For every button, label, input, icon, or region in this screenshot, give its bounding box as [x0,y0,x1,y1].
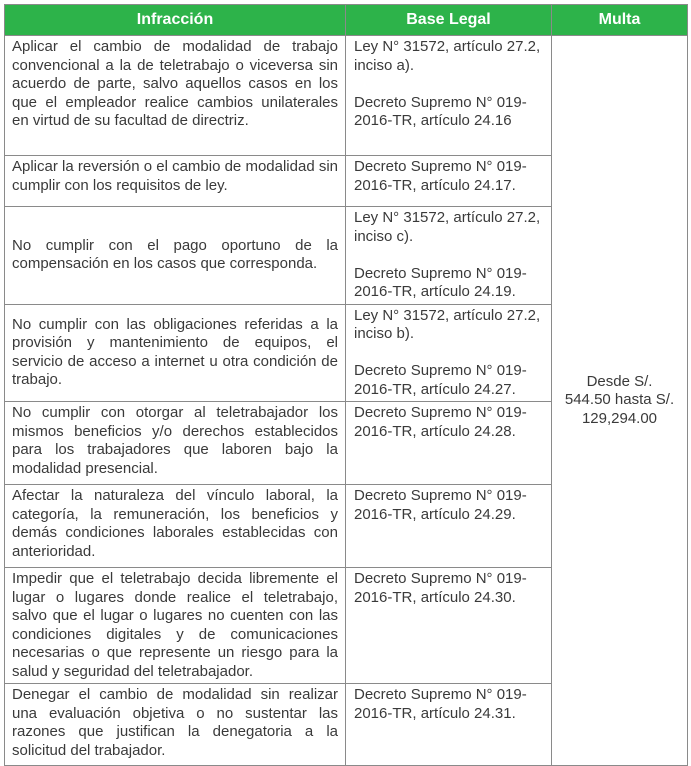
base-legal-cell [346,684,552,766]
infraccion-cell: Denegar el cambio de modalidad sin realizar una evaluación objetiva o no sustentar las razones que justifican la denegatoria a la solicitud del trabajador. [5,684,346,766]
infraccion-cell: No cumplir con otorgar al teletrabajador los mismos beneficios y/o derechos establecidos para los trabajadores que laboren bajo la modalidad presencial. [5,402,346,485]
infraccion-cell: No cumplir con el pago oportuno de la compensación en los casos que corresponda. [5,207,346,305]
base-legal-cell [346,568,552,684]
infraccion-cell: No cumplir con las obligaciones referidas a la provisión y mantenimiento de equipos, el servicio de acceso a internet u otra condición de trabajo. [5,304,346,402]
base-legal-text: Decreto Supremo N° 019-2016-TR, artículo 24.16 [354,93,527,129]
base-legal-cell [346,156,552,207]
infractions-table [4,4,688,766]
multa-text-from: Desde S/. [586,372,653,390]
base-legal-text: Decreto Supremo N° 019-2016-TR, artículo 24.19. [354,264,527,300]
base-legal-text: Decreto Supremo N° 019-2016-TR, artículo 24.17. [354,158,527,194]
multa-text-amount: 129,294.00 [581,409,658,427]
base-legal-text: Decreto Supremo N° 019-2016-TR, artículo 24.30. [354,570,527,606]
base-legal-text: Ley N° 31572, artículo 27.2, inciso a). [354,38,541,74]
table-row [5,36,688,156]
base-legal-text: Ley N° 31572, artículo 27.2, inciso c). [354,209,541,245]
base-legal-cell [346,304,552,402]
header-multa: Multa [552,5,688,36]
base-legal-text: Decreto Supremo N° 019-2016-TR, artículo 24.27. [354,362,527,398]
infraccion-cell: Impedir que el teletrabajo decida libremente el lugar o lugares donde realice el teletrabajo, salvo que el lugar o lugares no cuenten con las condiciones digitales y de comunicaciones necesarias o que represente un riesgo para la salud y seguridad del teletrabajador. [5,568,346,684]
infraccion-cell: Aplicar la reversión o el cambio de modalidad sin cumplir con los requisitos de ley. [5,156,346,207]
header-infraccion: Infracción [5,5,346,36]
multa-text-range: 544.50 hasta S/. [564,391,675,409]
infraccion-cell: Aplicar el cambio de modalidad de trabajo convencional a la de teletrabajo o viceversa sin acuerdo de parte, salvo aquellos casos en los que el empleador realice cambios unilaterales en virtud de su facultad de directriz. [5,36,346,156]
table-header-row [5,5,688,36]
base-legal-cell [346,485,552,568]
multa-cell [552,36,688,766]
base-legal-cell [346,402,552,485]
base-legal-text: Decreto Supremo N° 019-2016-TR, artículo 24.29. [354,487,527,523]
infractions-table-container [4,4,687,766]
header-base-legal: Base Legal [346,5,552,36]
base-legal-text: Decreto Supremo N° 019-2016-TR, artículo 24.28. [354,404,527,440]
base-legal-cell [346,36,552,156]
base-legal-text: Decreto Supremo N° 019-2016-TR, artículo 24.31. [354,686,527,722]
infraccion-cell: Afectar la naturaleza del vínculo laboral, la categoría, la remuneración, los beneficios y demás condiciones laborales establecidas con anterioridad. [5,485,346,568]
base-legal-cell [346,207,552,305]
base-legal-text: Ley N° 31572, artículo 27.2, inciso b). [354,306,541,342]
